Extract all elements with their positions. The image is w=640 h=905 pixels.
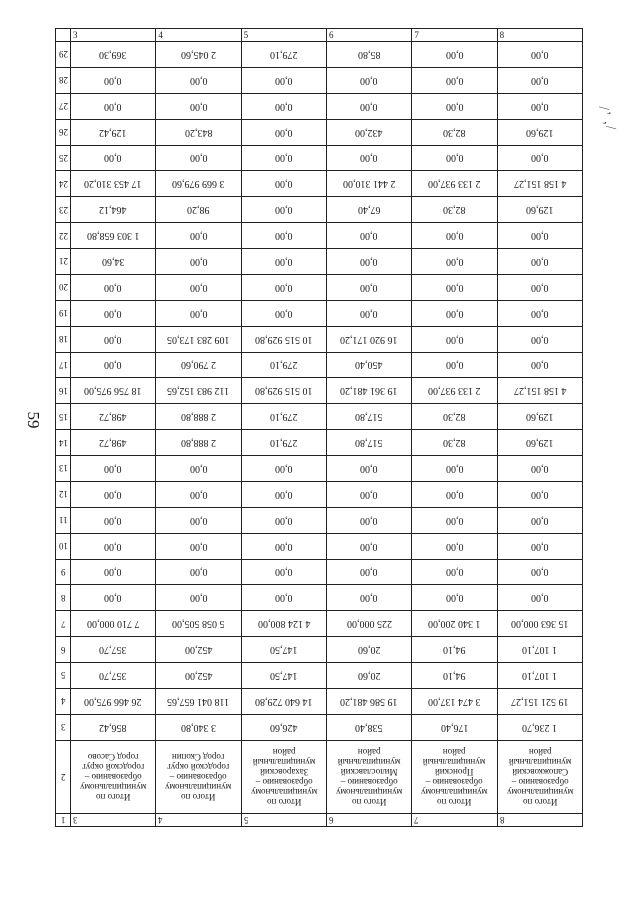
table-cell: 0,00 <box>412 145 497 171</box>
table-row <box>56 197 583 223</box>
table-row <box>56 688 583 714</box>
table-cell: 450,40 <box>326 352 411 378</box>
table-cell: 0,00 <box>497 300 582 326</box>
table-cell: 26 466 975,00 <box>71 688 156 714</box>
table-cell: 0,00 <box>412 274 497 300</box>
row-id-cell: 4 <box>156 814 241 827</box>
page-number: 59 <box>24 411 43 429</box>
table-cell: 0,00 <box>156 274 241 300</box>
table-cell: 4 124 800,00 <box>241 611 326 637</box>
table-row <box>56 378 583 404</box>
table-cell: 0,00 <box>326 481 411 507</box>
table-cell: 0,00 <box>71 145 156 171</box>
column-number-cell: 2 <box>56 741 71 814</box>
row-id-cell: 3 <box>71 814 156 827</box>
table-cell: 0,00 <box>497 326 582 352</box>
table-cell: 2 133 937,00 <box>412 378 497 404</box>
table-cell: 0,00 <box>71 585 156 611</box>
table-cell: 0,00 <box>156 456 241 482</box>
table-cell: 279,10 <box>241 430 326 456</box>
row-number-cell: 3 <box>71 29 156 42</box>
table-cell: 0,00 <box>412 559 497 585</box>
row-label-cell: Итого по муниципальному образованию – городской округ город Скопин <box>156 741 241 814</box>
column-number-cell: 19 <box>56 300 71 326</box>
table-cell: 0,00 <box>156 585 241 611</box>
table-cell: 0,00 <box>241 249 326 275</box>
table-row <box>56 637 583 663</box>
table-cell: 147,50 <box>241 663 326 689</box>
table-cell: 147,50 <box>241 637 326 663</box>
table-cell: 14 640 729,80 <box>241 688 326 714</box>
table-cell: 0,00 <box>71 481 156 507</box>
data-table-wrapper <box>55 28 583 827</box>
table-row <box>56 171 583 197</box>
table-row <box>56 481 583 507</box>
table-row <box>56 145 583 171</box>
row-number-cell: 7 <box>412 29 497 42</box>
table-cell: 0,00 <box>71 274 156 300</box>
table-cell: 0,00 <box>412 93 497 119</box>
column-number-cell: 9 <box>56 559 71 585</box>
table-cell: 19 521 151,27 <box>497 688 582 714</box>
column-number-cell: 14 <box>56 430 71 456</box>
table-row <box>56 42 583 68</box>
column-number-cell: 3 <box>56 714 71 740</box>
table-cell: 0,00 <box>412 300 497 326</box>
column-number-cell: 20 <box>56 274 71 300</box>
data-table <box>55 28 583 827</box>
table-cell: 0,00 <box>326 533 411 559</box>
table-cell: 0,00 <box>497 585 582 611</box>
table-row <box>56 93 583 119</box>
table-cell: 432,00 <box>326 119 411 145</box>
table-cell: 0,00 <box>497 42 582 68</box>
table-cell: 129,42 <box>71 119 156 145</box>
column-number-cell: 24 <box>56 171 71 197</box>
table-cell: 517,80 <box>326 430 411 456</box>
row-id-cell: 6 <box>326 814 411 827</box>
table-cell: 2 790,60 <box>156 352 241 378</box>
table-cell: 82,30 <box>412 119 497 145</box>
table-row <box>56 559 583 585</box>
table-row <box>56 533 583 559</box>
table-cell: 279,10 <box>241 42 326 68</box>
table-cell: 82,30 <box>412 197 497 223</box>
table-row <box>56 714 583 740</box>
table-cell: 464,12 <box>71 197 156 223</box>
table-row <box>56 223 583 249</box>
table-cell: 2 045,60 <box>156 42 241 68</box>
table-cell: 843,20 <box>156 119 241 145</box>
table-cell: 0,00 <box>497 481 582 507</box>
table-cell: 0,00 <box>241 300 326 326</box>
table-cell: 19 586 481,20 <box>326 688 411 714</box>
table-cell: 0,00 <box>241 119 326 145</box>
column-one-row <box>56 814 583 827</box>
table-cell: 452,00 <box>156 663 241 689</box>
table-cell: 0,00 <box>412 456 497 482</box>
table-cell: 0,00 <box>71 352 156 378</box>
table-cell: 0,00 <box>156 559 241 585</box>
column-number-cell: 4 <box>56 688 71 714</box>
table-cell: 0,00 <box>241 171 326 197</box>
table-row <box>56 326 583 352</box>
column-number-cell: 1 <box>56 814 71 827</box>
table-row <box>56 611 583 637</box>
table-cell: 4 158 151,27 <box>497 378 582 404</box>
table-cell: 18 756 975,00 <box>71 378 156 404</box>
row-id-cell: 8 <box>497 814 582 827</box>
table-cell: 94,10 <box>412 663 497 689</box>
row-number-cell: 6 <box>326 29 411 42</box>
table-cell: 34,60 <box>71 249 156 275</box>
table-row <box>56 663 583 689</box>
column-number-cell: 21 <box>56 249 71 275</box>
table-cell: 0,00 <box>241 197 326 223</box>
table-cell: 1 340 200,00 <box>412 611 497 637</box>
table-cell: 452,00 <box>156 637 241 663</box>
table-cell: 0,00 <box>241 274 326 300</box>
table-cell: 0,00 <box>497 456 582 482</box>
row-id-cell: 7 <box>412 814 497 827</box>
table-cell: 0,00 <box>71 507 156 533</box>
corner-cell <box>56 29 71 42</box>
table-cell: 0,00 <box>241 559 326 585</box>
table-cell: 0,00 <box>412 481 497 507</box>
row-id-cell: 5 <box>241 814 326 827</box>
table-cell: 0,00 <box>326 67 411 93</box>
column-number-cell: 11 <box>56 507 71 533</box>
table-cell: 538,40 <box>326 714 411 740</box>
row-label-cell: Итого по муниципальному образованию – Пронский муниципальный район <box>412 741 497 814</box>
table-row <box>56 430 583 456</box>
table-row <box>56 456 583 482</box>
table-cell: 357,70 <box>71 663 156 689</box>
table-cell: 0,00 <box>326 300 411 326</box>
table-cell: 0,00 <box>412 67 497 93</box>
table-cell: 0,00 <box>326 585 411 611</box>
column-number-cell: 5 <box>56 663 71 689</box>
table-cell: 0,00 <box>497 67 582 93</box>
column-number-cell: 15 <box>56 404 71 430</box>
table-cell: 0,00 <box>71 533 156 559</box>
table-cell: 4 158 151,27 <box>497 171 582 197</box>
column-number-cell: 12 <box>56 481 71 507</box>
table-cell: 0,00 <box>326 223 411 249</box>
table-cell: 10 515 929,80 <box>241 378 326 404</box>
table-cell: 3 474 137,00 <box>412 688 497 714</box>
table-cell: 0,00 <box>241 67 326 93</box>
table-row <box>56 507 583 533</box>
table-cell: 129,60 <box>497 197 582 223</box>
row-label-cell: Итого по муниципальному образованию – городской округ город Сасово <box>71 741 156 814</box>
column-number-cell: 27 <box>56 93 71 119</box>
table-cell: 10 515 929,80 <box>241 326 326 352</box>
table-cell: 0,00 <box>156 93 241 119</box>
column-number-cell: 29 <box>56 42 71 68</box>
column-number-cell: 10 <box>56 533 71 559</box>
table-cell: 0,00 <box>71 326 156 352</box>
table-cell: 0,00 <box>497 249 582 275</box>
table-cell: 112 983 152,65 <box>156 378 241 404</box>
table-cell: 7 710 000,00 <box>71 611 156 637</box>
table-cell: 94,10 <box>412 637 497 663</box>
table-cell: 82,30 <box>412 404 497 430</box>
table-cell: 856,42 <box>71 714 156 740</box>
table-cell: 0,00 <box>412 223 497 249</box>
column-number-cell: 18 <box>56 326 71 352</box>
table-cell: 0,00 <box>71 300 156 326</box>
table-cell: 0,00 <box>497 93 582 119</box>
table-cell: 0,00 <box>156 145 241 171</box>
table-cell: 279,10 <box>241 352 326 378</box>
table-cell: 498,72 <box>71 404 156 430</box>
table-cell: 0,00 <box>497 507 582 533</box>
column-number-row <box>56 29 583 42</box>
table-row <box>56 274 583 300</box>
table-cell: 0,00 <box>412 585 497 611</box>
table-cell: 0,00 <box>71 93 156 119</box>
table-cell: 0,00 <box>156 249 241 275</box>
table-cell: 0,00 <box>326 274 411 300</box>
table-cell: 16 920 171,20 <box>326 326 411 352</box>
table-cell: 225 000,00 <box>326 611 411 637</box>
column-number-cell: 13 <box>56 456 71 482</box>
table-row <box>56 249 583 275</box>
table-row <box>56 352 583 378</box>
table-cell: 0,00 <box>497 274 582 300</box>
table-cell: 0,00 <box>497 145 582 171</box>
table-cell: 0,00 <box>326 145 411 171</box>
table-cell: 20,60 <box>326 663 411 689</box>
table-row <box>56 67 583 93</box>
table-cell: 0,00 <box>326 456 411 482</box>
row-number-cell: 5 <box>241 29 326 42</box>
table-cell: 498,72 <box>71 430 156 456</box>
table-cell: 0,00 <box>241 481 326 507</box>
table-cell: 0,00 <box>497 533 582 559</box>
table-cell: 2 888,80 <box>156 430 241 456</box>
table-cell: 0,00 <box>71 456 156 482</box>
table-cell: 0,00 <box>156 67 241 93</box>
table-cell: 0,00 <box>156 300 241 326</box>
table-cell: 176,40 <box>412 714 497 740</box>
column-number-cell: 6 <box>56 637 71 663</box>
table-cell: 0,00 <box>497 559 582 585</box>
table-cell: 85,80 <box>326 42 411 68</box>
table-cell: 98,20 <box>156 197 241 223</box>
table-cell: 0,00 <box>326 93 411 119</box>
table-cell: 0,00 <box>241 223 326 249</box>
column-number-cell: 28 <box>56 67 71 93</box>
table-cell: 0,00 <box>241 533 326 559</box>
table-cell: 129,60 <box>497 430 582 456</box>
table-cell: 3 669 979,60 <box>156 171 241 197</box>
table-cell: 517,80 <box>326 404 411 430</box>
table-cell: 82,30 <box>412 430 497 456</box>
row-label-cell: Итого по муниципальному образованию – Милославский муниципальный район <box>326 741 411 814</box>
table-cell: 2 133 937,00 <box>412 171 497 197</box>
table-cell: 0,00 <box>71 559 156 585</box>
table-cell: 0,00 <box>412 507 497 533</box>
table-cell: 0,00 <box>241 145 326 171</box>
table-cell: 0,00 <box>412 249 497 275</box>
column-number-cell: 25 <box>56 145 71 171</box>
column-number-cell: 22 <box>56 223 71 249</box>
table-cell: 0,00 <box>241 456 326 482</box>
table-cell: 0,00 <box>241 93 326 119</box>
table-cell: 0,00 <box>241 585 326 611</box>
table-cell: 129,60 <box>497 119 582 145</box>
table-cell: 15 363 000,00 <box>497 611 582 637</box>
column-number-cell: 23 <box>56 197 71 223</box>
scan-artifact-marks: ⁄ ʼ ‚ ⁄ <box>596 104 619 132</box>
table-cell: 0,00 <box>412 533 497 559</box>
column-number-cell: 7 <box>56 611 71 637</box>
table-row <box>56 119 583 145</box>
table-cell: 0,00 <box>326 559 411 585</box>
column-number-cell: 26 <box>56 119 71 145</box>
table-cell: 0,00 <box>497 352 582 378</box>
table-cell: 118 041 657,65 <box>156 688 241 714</box>
table-cell: 0,00 <box>71 67 156 93</box>
table-cell: 3 340,80 <box>156 714 241 740</box>
table-cell: 2 888,80 <box>156 404 241 430</box>
table-cell: 0,00 <box>156 481 241 507</box>
table-row <box>56 585 583 611</box>
table-cell: 0,00 <box>156 223 241 249</box>
table-cell: 0,00 <box>326 249 411 275</box>
table-cell: 5 058 505,00 <box>156 611 241 637</box>
label-row <box>56 741 583 814</box>
column-number-cell: 16 <box>56 378 71 404</box>
table-cell: 0,00 <box>412 352 497 378</box>
table-cell: 0,00 <box>412 42 497 68</box>
table-cell: 426,60 <box>241 714 326 740</box>
column-number-cell: 8 <box>56 585 71 611</box>
row-number-cell: 8 <box>497 29 582 42</box>
table-cell: 129,60 <box>497 404 582 430</box>
table-cell: 1 236,70 <box>497 714 582 740</box>
row-label-cell: Итого по муниципальному образованию – Захаровский муниципальный район <box>241 741 326 814</box>
table-cell: 357,70 <box>71 637 156 663</box>
table-row <box>56 300 583 326</box>
table-cell: 19 361 481,20 <box>326 378 411 404</box>
row-number-cell: 4 <box>156 29 241 42</box>
table-cell: 279,10 <box>241 404 326 430</box>
table-cell: 0,00 <box>156 533 241 559</box>
table-cell: 0,00 <box>497 223 582 249</box>
table-cell: 17 453 310,20 <box>71 171 156 197</box>
table-cell: 20,60 <box>326 637 411 663</box>
table-row <box>56 404 583 430</box>
column-number-cell: 17 <box>56 352 71 378</box>
table-cell: 2 441 310,00 <box>326 171 411 197</box>
table-cell: 1 107,10 <box>497 663 582 689</box>
table-cell: 1 107,10 <box>497 637 582 663</box>
table-cell: 1 303 658,80 <box>71 223 156 249</box>
table-cell: 0,00 <box>156 507 241 533</box>
table-cell: 0,00 <box>412 326 497 352</box>
table-cell: 109 283 173,05 <box>156 326 241 352</box>
table-cell: 0,00 <box>326 507 411 533</box>
table-cell: 0,00 <box>241 507 326 533</box>
table-cell: 369,30 <box>71 42 156 68</box>
row-label-cell: Итого по муниципальному образованию – Сапожковский муниципальный район <box>497 741 582 814</box>
table-cell: 67,40 <box>326 197 411 223</box>
